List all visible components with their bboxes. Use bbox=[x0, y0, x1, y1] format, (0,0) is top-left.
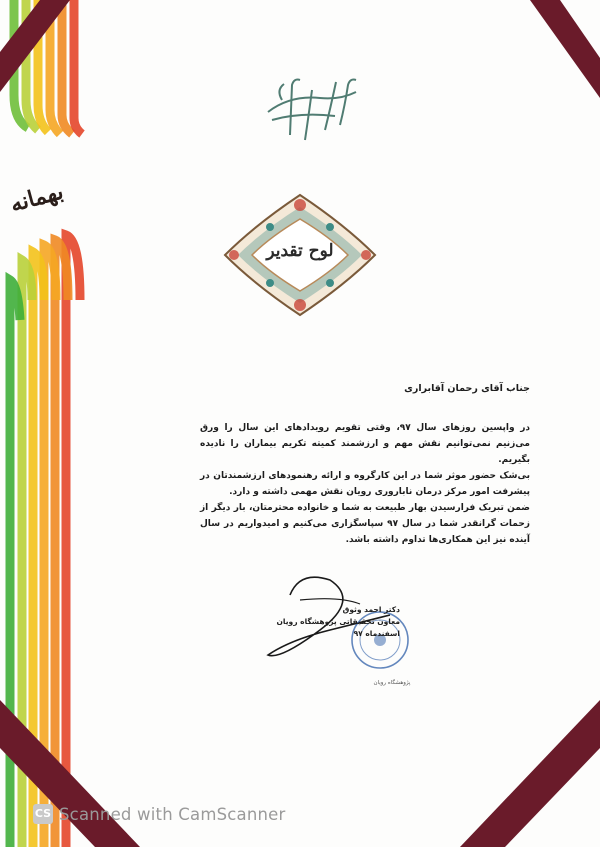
paragraph-3: ضمن تبریک فرارسیدن بهار طبیعت به شما و خانواده محترمتان، بار دیگر از زحمات گرانقدر شما در سال ۹۷ سپاسگزاری می‌کنیم و امیدواریم در سال آینده نیز این همکاری‌ها تداوم داشته باشد. bbox=[200, 503, 530, 545]
festival-logo: بهمانه bbox=[7, 178, 67, 218]
greeting: جناب آقای رحمان آقابراری bbox=[404, 383, 530, 394]
camscanner-watermark: Scanned with CamScanner bbox=[59, 805, 286, 824]
signer-role: معاون تحقیقاتی پژوهشگاه رویان bbox=[276, 617, 400, 626]
signature-date: اسفندماه ۹۷ bbox=[353, 629, 400, 638]
stamp-caption: پژوهشگاه رویان bbox=[373, 680, 411, 686]
paragraph-2: بی‌شک حضور موثر شما در این کارگروه و ارائه رهنمودهای ارزشمندتان در پیشرفت امور مرکز درمان ناباروری رویان نقش مهمی داشته و دارد. bbox=[200, 471, 530, 497]
signer-name: دکتر احمد وثوق bbox=[342, 605, 400, 614]
plaque-title: لوح تقدیر bbox=[266, 241, 334, 261]
camscanner-icon: CS bbox=[33, 804, 53, 824]
paragraph-1: در واپسین روزهای سال ۹۷، وقتی تقویم رویدادهای این سال را ورق می‌زنیم نمی‌توانیم نقش مهم و ارزشمند کمیته تکریم بیماران را نادیده بگیریم. bbox=[200, 423, 531, 465]
signature-block bbox=[276, 604, 400, 640]
